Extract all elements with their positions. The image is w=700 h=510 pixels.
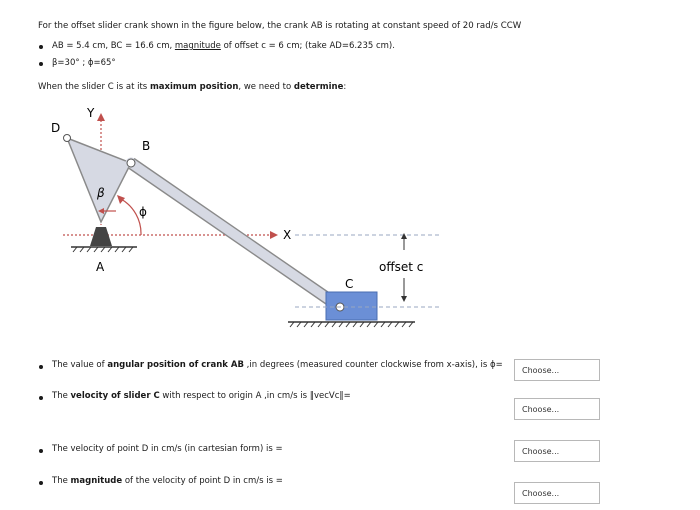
- slider-block: [326, 292, 377, 320]
- bullet-icon: [39, 396, 43, 400]
- link-triangle: [67, 138, 131, 222]
- given-item-dimensions: AB = 5.4 cm, BC = 16.6 cm, magnitude of offset c = 6 cm; (take AD=6.235 cm).: [38, 38, 395, 55]
- pivot-support-a: [90, 227, 112, 246]
- pin-d: [64, 135, 71, 142]
- bullet-icon: [39, 45, 43, 49]
- question-velocity-d-cartesian: The velocity of point D in cm/s (in cartesian form) is =: [38, 444, 283, 454]
- velocity-slider-select[interactable]: Choose...: [514, 398, 600, 420]
- question-velocity-d-magnitude: The magnitude of the velocity of point D in cm/s is =: [38, 476, 283, 486]
- velocity-d-magnitude-select[interactable]: Choose...: [514, 482, 600, 504]
- label-offset: offset c: [379, 260, 424, 274]
- question-angular-position: The value of angular position of crank AB ,in degrees (measured counter clockwise from x-axis), is ϕ=: [38, 360, 503, 370]
- bullet-icon: [39, 365, 43, 369]
- label-d: D: [51, 121, 61, 135]
- bullet-icon: [39, 481, 43, 485]
- slider-crank-figure: [45, 100, 465, 340]
- phi-arrow-icon: [117, 195, 125, 204]
- label-x: X: [283, 228, 292, 242]
- offset-arrow-down-icon: [401, 296, 407, 302]
- label-y: Y: [87, 106, 95, 120]
- pin-b: [127, 159, 135, 167]
- label-beta: β: [97, 186, 105, 200]
- angular-position-select[interactable]: Choose...: [514, 359, 600, 381]
- x-axis-arrow-icon: [270, 231, 278, 239]
- task-statement: When the slider C is at its maximum position, we need to determine:: [38, 82, 347, 92]
- label-phi: ϕ: [139, 205, 147, 219]
- velocity-d-cartesian-select[interactable]: Choose...: [514, 440, 600, 462]
- y-axis-arrow-icon: [97, 113, 105, 121]
- label-c: C: [345, 277, 354, 291]
- given-list: [38, 38, 395, 72]
- problem-intro: For the offset slider crank shown in the figure below, the crank AB is rotating at constant speed of 20 rad/s CCW: [38, 21, 522, 31]
- label-b: B: [142, 139, 151, 153]
- label-a: A: [96, 260, 105, 274]
- bullet-icon: [39, 62, 43, 66]
- bullet-icon: [39, 449, 43, 453]
- given-item-angles: β=30° ; ϕ=65°: [38, 55, 395, 72]
- question-velocity-slider: The velocity of slider C with respect to origin A ,in cm/s is ‖vecVc‖=: [38, 391, 351, 401]
- offset-arrow-up-icon: [401, 233, 407, 239]
